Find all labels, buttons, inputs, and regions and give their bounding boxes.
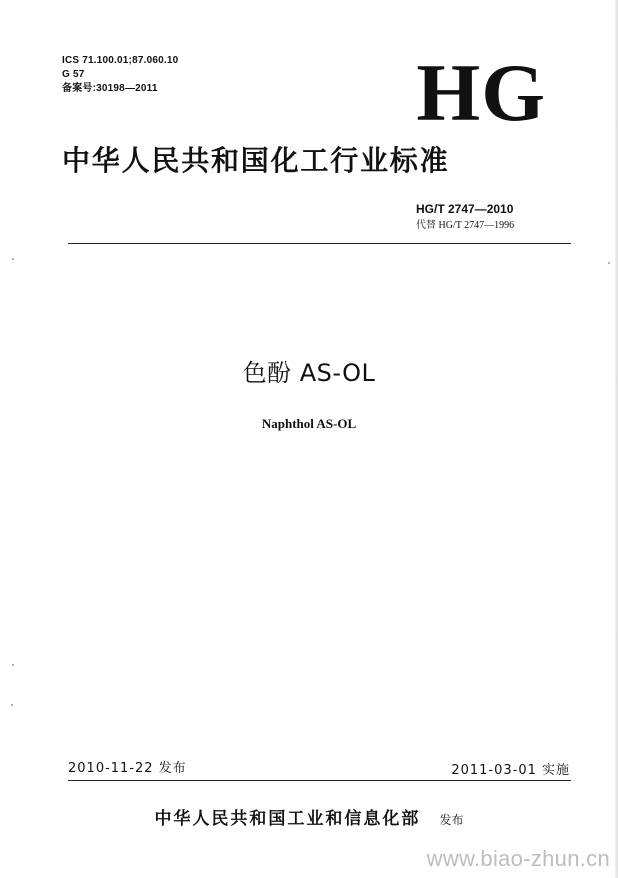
hg-logo: HG: [416, 47, 546, 138]
standard-code: HG/T 2747—2010: [416, 202, 514, 216]
issue-date: 2010-11-22 发布: [68, 761, 187, 776]
scan-speck: [608, 262, 610, 264]
publisher-line: [0, 808, 618, 831]
document-subtitle: Naphthol AS-OL: [261, 416, 357, 431]
implementation-date: 2011-03-01 实施: [451, 763, 570, 778]
document-title: 色酚 AS-OL: [242, 359, 376, 387]
organization-title: 中华人民共和国化工行业标准: [62, 144, 450, 177]
standard-number-block: [416, 201, 556, 233]
classification-block: [62, 54, 178, 96]
ccs-code: G 57: [62, 69, 85, 80]
scan-speck: [11, 704, 13, 706]
scan-speck: [12, 664, 14, 666]
publisher-name: 中华人民共和国工业和信息化部: [154, 809, 421, 829]
record-number: 备案号:30198—2011: [62, 83, 158, 94]
watermark: www.biao-zhun.cn: [426, 846, 610, 871]
header-divider: [68, 243, 571, 244]
scan-speck: [12, 258, 14, 260]
publisher-action: 发布: [439, 813, 464, 827]
replaces-standard: 代替 HG/T 2747—1996: [416, 220, 515, 231]
footer-divider: [68, 780, 571, 781]
ics-code: ICS 71.100.01;87.060.10: [62, 55, 179, 66]
